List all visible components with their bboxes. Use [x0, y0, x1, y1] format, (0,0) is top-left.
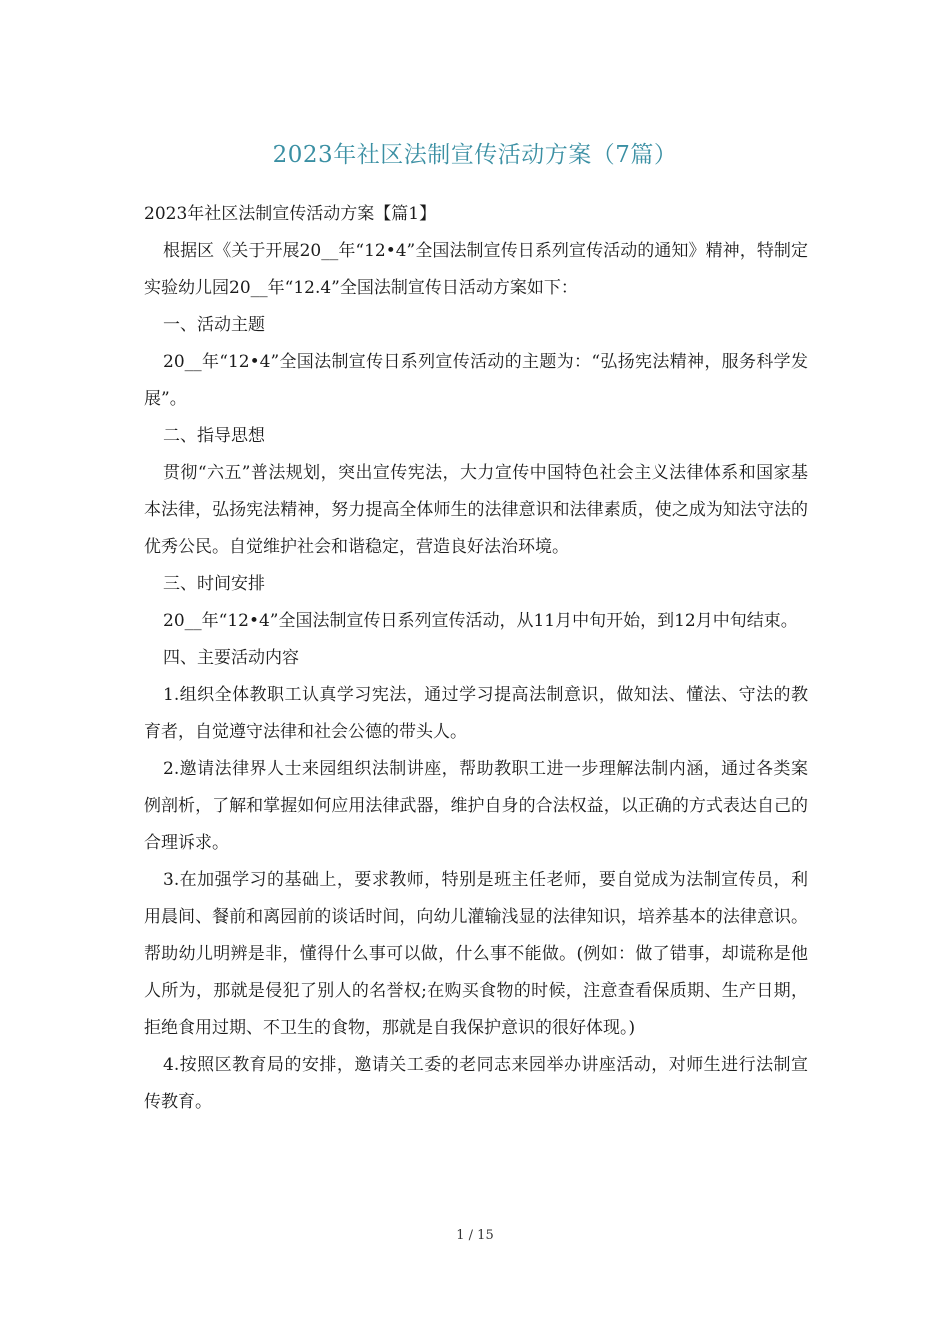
- paragraph-intro: 根据区《关于开展20__年“12•4”全国法制宣传日系列宣传活动的通知》精神，特制定实验幼儿园20__年“12.4”全国法制宣传日活动方案如下：: [144, 241, 808, 298]
- paragraph-theme: 20__年“12•4”全国法制宣传日系列宣传活动的主题为：“弘扬宪法精神，服务科学发展”。: [144, 352, 808, 409]
- list-item: 3.在加强学习的基础上，要求教师，特别是班主任老师，要自觉成为法制宣传员，利用晨间、餐前和离园前的谈话时间，向幼儿灌输浅显的法律知识，培养基本的法律意识。帮助幼儿明辨是非，懂得什么事可以做，什么事不能做。(例如：做了错事，却谎称是他人所为，那就是侵犯了别人的名誉权;在购买食物的时候，注意查看保质期、生产日期，拒绝食用过期、不卫生的食物，那就是自我保护意识的很好体现。): [144, 870, 808, 1038]
- list-item: 1.组织全体教职工认真学习宪法，通过学习提高法制意识，做知法、懂法、守法的教育者，自觉遵守法律和社会公德的带头人。: [144, 685, 808, 742]
- paragraph-guiding-idea: 贯彻“六五”普法规划，突出宣传宪法，大力宣传中国特色社会主义法律体系和国家基本法律，弘扬宪法精神，努力提高全体师生的法律意识和法律素质，使之成为知法守法的优秀公民。自觉维护社会和谐稳定，营造良好法治环境。: [144, 463, 808, 557]
- heading-schedule: 三、时间安排: [163, 574, 265, 594]
- heading-activities: 四、主要活动内容: [163, 648, 299, 668]
- heading-theme: 一、活动主题: [163, 315, 265, 335]
- document-body: [144, 196, 808, 1121]
- page-number: 1 / 15: [456, 1228, 494, 1243]
- list-item: 2.邀请法律界人士来园组织法制讲座，帮助教职工进一步理解法制内涵，通过各类案例剖析，了解和掌握如何应用法律武器，维护自身的合法权益，以正确的方式表达自己的合理诉求。: [144, 759, 808, 853]
- document-title: 2023年社区法制宣传活动方案（7篇）: [272, 142, 678, 168]
- list-item: 4.按照区教育局的安排，邀请关工委的老同志来园举办讲座活动，对师生进行法制宣传教育。: [144, 1055, 808, 1112]
- heading-guiding-idea: 二、指导思想: [163, 426, 265, 446]
- paragraph-schedule: 20__年“12•4”全国法制宣传日系列宣传活动，从11月中旬开始，到12月中旬结束。: [163, 611, 798, 631]
- section-title: 2023年社区法制宣传活动方案【篇1】: [144, 204, 437, 224]
